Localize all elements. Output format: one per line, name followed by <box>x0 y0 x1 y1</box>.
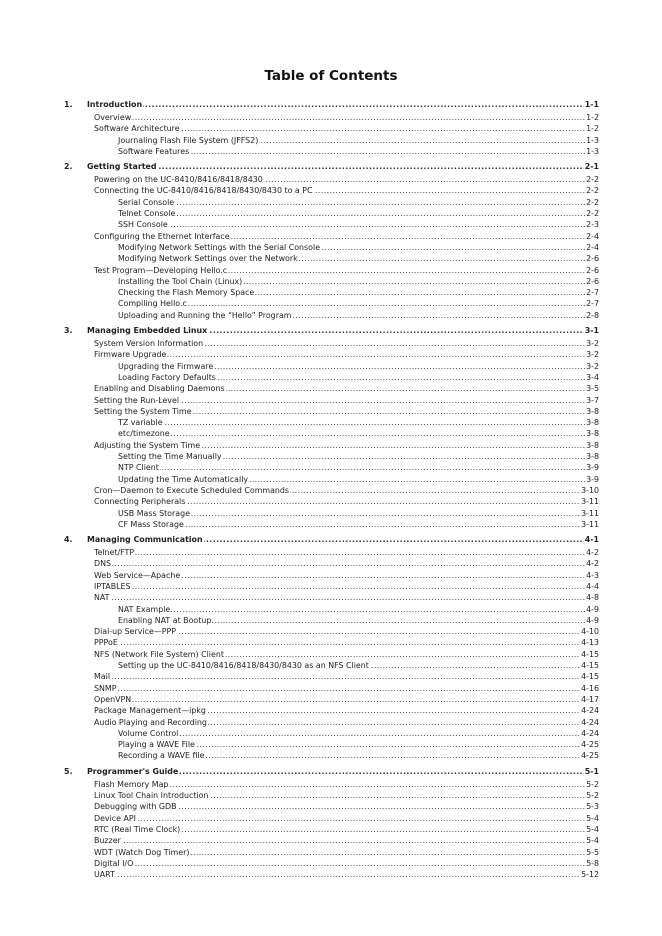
toc-section-entry[interactable] <box>0 349 662 360</box>
chapter-title: Getting Started <box>87 162 157 172</box>
entry-title: NTP Client <box>118 463 159 473</box>
toc-section-entry[interactable] <box>0 824 662 835</box>
page-number: 5-2 <box>586 791 599 801</box>
page-number: 5-4 <box>586 824 599 834</box>
dot-leader <box>94 558 599 569</box>
toc-section-entry[interactable] <box>0 265 662 276</box>
entry-title: DNS <box>94 559 111 569</box>
page-number: 1-3 <box>586 146 599 156</box>
dot-leader <box>118 417 599 428</box>
toc-section-entry[interactable] <box>0 485 662 496</box>
entry-title: WDT (Watch Dog Timer) <box>94 847 190 857</box>
toc-chapter-heading[interactable] <box>0 766 662 778</box>
dot-leader <box>118 298 599 309</box>
entry-title: Compiling Hello.c <box>118 299 187 309</box>
toc-subsection-entry[interactable] <box>0 219 662 230</box>
entry-title: Journaling Flash File System (JFFS2) <box>118 135 259 145</box>
entry-title: Modifying Network Settings over the Network <box>118 254 298 264</box>
toc-subsection-entry[interactable] <box>0 462 662 473</box>
entry-title: etc/timezone <box>118 429 170 439</box>
entry-title: OpenVPN <box>94 694 132 704</box>
entry-title: TZ variable <box>118 418 163 428</box>
entry-title: Serial Console <box>118 197 175 207</box>
entry-title: Modifying Network Settings with the Serial Console <box>118 242 321 252</box>
page-number: 2-3 <box>586 220 599 230</box>
page-number: 4-2 <box>586 548 599 558</box>
page-number: 4-24 <box>581 717 599 727</box>
toc-section-entry[interactable] <box>0 496 662 507</box>
entry-title: Telnet/FTP <box>94 548 135 558</box>
page-number: 2-6 <box>586 254 599 264</box>
toc-subsection-entry[interactable] <box>0 253 662 264</box>
toc-section-entry[interactable] <box>0 406 662 417</box>
page-number: 2-4 <box>586 231 599 241</box>
toc-section-entry[interactable] <box>0 231 662 242</box>
toc-section-entry[interactable] <box>0 440 662 451</box>
page-number: 3-8 <box>586 429 599 439</box>
entry-title: USB Mass Storage <box>118 508 190 518</box>
dot-leader <box>118 728 599 739</box>
toc-subsection-entry[interactable] <box>0 428 662 439</box>
entry-title: Cron—Daemon to Execute Scheduled Commands <box>94 485 290 495</box>
entry-title: NAT <box>94 593 110 603</box>
page-number: 4-24 <box>581 728 599 738</box>
entry-title: RTC (Real Time Clock) <box>94 824 181 834</box>
entry-title: Loading Factory Defaults <box>118 372 216 382</box>
page-number: 2-1 <box>584 162 599 172</box>
dot-leader <box>118 604 599 615</box>
toc-chapter-heading[interactable] <box>0 161 662 173</box>
dot-leader <box>94 835 599 846</box>
entry-title: Updating the Time Automatically <box>118 474 249 484</box>
toc-section-entry[interactable] <box>0 174 662 185</box>
page-number: 3-7 <box>586 395 599 405</box>
toc-section-entry[interactable] <box>0 779 662 790</box>
page-number: 4-4 <box>586 581 599 591</box>
dot-leader <box>118 208 599 219</box>
toc-section-entry[interactable] <box>0 694 662 705</box>
entry-title: Playing a WAVE File <box>118 740 195 750</box>
dot-leader <box>118 197 599 208</box>
toc-section-entry[interactable] <box>0 801 662 812</box>
toc-section-entry[interactable] <box>0 547 662 558</box>
toc-chapter <box>0 766 662 881</box>
entry-title: Uploading and Running the “Hello” Program <box>118 310 292 320</box>
entry-title: Firmware Upgrade <box>94 350 167 360</box>
entry-title: UART <box>94 870 115 880</box>
page-number: 3-11 <box>581 519 599 529</box>
toc-subsection-entry[interactable] <box>0 197 662 208</box>
toc-section-entry[interactable] <box>0 592 662 603</box>
toc-section-entry[interactable] <box>0 383 662 394</box>
toc-section-entry[interactable] <box>0 570 662 581</box>
page-number: 4-2 <box>586 559 599 569</box>
entry-title: Buzzer <box>94 836 121 846</box>
page-number: 1-3 <box>586 135 599 145</box>
toc-subsection-entry[interactable] <box>0 287 662 298</box>
entry-title: Enabling NAT at Bootup <box>118 615 212 625</box>
page-number: 3-2 <box>586 339 599 349</box>
entry-title: Configuring the Ethernet Interface <box>94 231 230 241</box>
dot-leader <box>94 592 599 603</box>
dot-leader <box>94 813 599 824</box>
page-title: Table of Contents <box>264 68 398 84</box>
toc-subsection-entry[interactable] <box>0 372 662 383</box>
entry-title: Upgrading the Firmware <box>118 361 214 371</box>
entry-title: Package Management—ipkg <box>94 706 206 716</box>
page-number: 2-2 <box>586 197 599 207</box>
toc-chapter <box>0 325 662 530</box>
page-number: 3-9 <box>586 463 599 473</box>
page-number: 4-15 <box>581 672 599 682</box>
page-number: 3-8 <box>586 440 599 450</box>
entry-title: CF Mass Storage <box>118 519 184 529</box>
entry-title: NFS (Network File System) Client <box>94 649 224 659</box>
dot-leader <box>94 683 599 694</box>
toc-section-entry[interactable] <box>0 671 662 682</box>
page-number: 4-25 <box>581 740 599 750</box>
toc-subsection-entry[interactable] <box>0 276 662 287</box>
page-number: 3-10 <box>581 485 599 495</box>
toc-subsection-entry[interactable] <box>0 451 662 462</box>
page-number: 1-1 <box>584 100 599 109</box>
page-number: 2-2 <box>586 175 599 185</box>
page-number: 4-15 <box>581 661 599 671</box>
toc-section-entry[interactable] <box>0 338 662 349</box>
toc-subsection-entry[interactable] <box>0 361 662 372</box>
entry-title: Digital I/O <box>94 858 134 868</box>
dot-leader <box>94 694 599 705</box>
dot-leader <box>94 671 599 682</box>
page-number: 4-15 <box>581 649 599 659</box>
page-number: 2-8 <box>586 310 599 320</box>
entry-title: SNMP <box>94 683 117 693</box>
page-number: 3-2 <box>586 361 599 371</box>
page-number: 3-5 <box>586 384 599 394</box>
page-number: 3-8 <box>586 452 599 462</box>
dot-leader <box>94 547 599 558</box>
toc-subsection-entry[interactable] <box>0 660 662 671</box>
page-number: 4-1 <box>584 535 599 545</box>
entry-title: System Version Information <box>94 339 204 349</box>
page-number: 5-5 <box>586 847 599 857</box>
toc-subsection-entry[interactable] <box>0 604 662 615</box>
toc-chapter <box>0 534 662 762</box>
page-number: 1-2 <box>586 113 599 122</box>
entry-title: Volume Control <box>118 728 179 738</box>
page-number: 1-2 <box>586 124 599 134</box>
page-number: 3-4 <box>586 372 599 382</box>
dot-leader <box>94 112 599 123</box>
page-number: 3-2 <box>586 350 599 360</box>
toc-subsection-entry[interactable] <box>0 146 662 157</box>
entry-title: Setting the System Time <box>94 406 192 416</box>
toc-section-entry[interactable] <box>0 581 662 592</box>
page-number: 2-4 <box>586 242 599 252</box>
toc-subsection-entry[interactable] <box>0 310 662 321</box>
toc-section-entry[interactable] <box>0 717 662 728</box>
page-number: 4-3 <box>586 570 599 580</box>
page-number: 3-8 <box>586 406 599 416</box>
page-number: 4-17 <box>581 694 599 704</box>
toc-section-entry[interactable] <box>0 813 662 824</box>
page-number: 3-1 <box>584 326 599 336</box>
page-number: 3-11 <box>581 497 599 507</box>
chapter-number: 1. <box>64 100 73 109</box>
entry-title: Mail <box>94 672 111 682</box>
toc-chapter <box>0 99 662 157</box>
entry-title: Web Service—Apache <box>94 570 181 580</box>
toc-chapter-heading[interactable] <box>0 534 662 546</box>
entry-title: Dial-up Service—PPP <box>94 627 176 637</box>
page-number: 4-9 <box>586 615 599 625</box>
dot-leader <box>87 161 599 172</box>
chapter-title: Managing Communication <box>87 535 203 545</box>
toc-subsection-entry[interactable] <box>0 242 662 253</box>
page-number: 4-13 <box>581 638 599 648</box>
dot-leader <box>118 519 599 530</box>
entry-title: Setting up the UC-8410/8416/8418/8430/8430 as an NFS Client <box>118 661 369 671</box>
page-number: 3-9 <box>586 474 599 484</box>
entry-title: Debugging with GDB <box>94 802 177 812</box>
chapter-number: 4. <box>64 535 73 545</box>
page-number: 4-8 <box>586 593 599 603</box>
page-number: 3-11 <box>581 508 599 518</box>
entry-title: Setting the Run-Level <box>94 395 180 405</box>
chapter-title: Introduction <box>87 100 143 109</box>
page-number: 5-4 <box>586 813 599 823</box>
toc-section-entry[interactable] <box>0 558 662 569</box>
page-number: 2-2 <box>586 209 599 219</box>
entry-title: Telnet Console <box>118 209 176 219</box>
entry-title: SSH Console <box>118 220 168 230</box>
chapter-number: 3. <box>64 326 73 336</box>
toc-section-entry[interactable] <box>0 683 662 694</box>
toc-subsection-entry[interactable] <box>0 739 662 750</box>
page-number: 2-7 <box>586 299 599 309</box>
toc-subsection-entry[interactable] <box>0 508 662 519</box>
toc-subsection-entry[interactable] <box>0 208 662 219</box>
dot-leader <box>94 349 599 360</box>
toc-section-entry[interactable] <box>0 112 662 123</box>
entry-title: PPPoE <box>94 638 118 648</box>
dot-leader <box>118 462 599 473</box>
dot-leader <box>94 869 599 880</box>
entry-title: Setting the Time Manually <box>118 452 222 462</box>
toc-subsection-entry[interactable] <box>0 474 662 485</box>
entry-title: Checking the Flash Memory Space <box>118 288 255 298</box>
toc-section-entry[interactable] <box>0 705 662 716</box>
toc-section-entry[interactable] <box>0 649 662 660</box>
page-number: 5-3 <box>586 802 599 812</box>
toc-subsection-entry[interactable] <box>0 750 662 761</box>
dot-leader <box>94 779 599 790</box>
toc-subsection-entry[interactable] <box>0 615 662 626</box>
page-number: 2-6 <box>586 265 599 275</box>
dot-leader <box>94 637 599 648</box>
entry-title: IPTABLES <box>94 581 131 591</box>
entry-title: Recording a WAVE file <box>118 751 205 761</box>
page-number: 2-6 <box>586 276 599 286</box>
toc-section-entry[interactable] <box>0 835 662 846</box>
entry-title: Flash Memory Map <box>94 779 169 789</box>
toc-subsection-entry[interactable] <box>0 417 662 428</box>
entry-title: Linux Tool Chain Introduction <box>94 791 209 801</box>
toc-subsection-entry[interactable] <box>0 519 662 530</box>
dot-leader <box>118 428 599 439</box>
page-number: 4-10 <box>581 627 599 637</box>
toc-chapter-heading[interactable] <box>0 99 662 111</box>
chapter-number: 2. <box>64 162 73 172</box>
toc-section-entry[interactable] <box>0 790 662 801</box>
entry-title: Software Features <box>118 146 190 156</box>
toc-section-entry[interactable] <box>0 395 662 406</box>
entry-title: Connecting Peripherals <box>94 497 186 507</box>
toc-section-entry[interactable] <box>0 847 662 858</box>
toc-chapter-heading[interactable] <box>0 325 662 337</box>
toc-section-entry[interactable] <box>0 869 662 880</box>
entry-title: Test Program—Developing Hello.c <box>94 265 228 275</box>
chapter-title: Programmer's Guide <box>87 766 179 776</box>
page-number: 4-25 <box>581 751 599 761</box>
page-number: 5-12 <box>581 870 599 880</box>
dot-leader <box>118 219 599 230</box>
entry-title: Adjusting the System Time <box>94 440 201 450</box>
page-number: 5-2 <box>586 779 599 789</box>
dot-leader <box>87 99 599 110</box>
entry-title: Overview <box>94 113 132 122</box>
entry-title: NAT Example <box>118 604 171 614</box>
entry-title: Software Architecture <box>94 124 180 134</box>
chapter-number: 5. <box>64 766 73 776</box>
toc-subsection-entry[interactable] <box>0 728 662 739</box>
entry-title: Enabling and Disabling Daemons <box>94 384 225 394</box>
page-number: 2-2 <box>586 186 599 196</box>
dot-leader <box>94 858 599 869</box>
page-number: 4-24 <box>581 706 599 716</box>
page-number: 4-16 <box>581 683 599 693</box>
toc-section-entry[interactable] <box>0 626 662 637</box>
toc-subsection-entry[interactable] <box>0 298 662 309</box>
toc-subsection-entry[interactable] <box>0 135 662 146</box>
page-number: 3-8 <box>586 418 599 428</box>
entry-title: Powering on the UC-8410/8416/8418/8430 <box>94 175 263 185</box>
toc-chapter <box>0 161 662 321</box>
page-number: 5-8 <box>586 858 599 868</box>
toc-section-entry[interactable] <box>0 185 662 196</box>
chapter-title: Managing Embedded Linux <box>87 326 208 336</box>
entry-title: Audio Playing and Recording <box>94 717 207 727</box>
page-number: 5-4 <box>586 836 599 846</box>
dot-leader <box>94 581 599 592</box>
entry-title: Device API <box>94 813 136 823</box>
toc-section-entry[interactable] <box>0 123 662 134</box>
toc-section-entry[interactable] <box>0 858 662 869</box>
entry-title: Connecting the UC-8410/8416/8418/8430/8430 to a PC <box>94 186 313 196</box>
page-number: 2-7 <box>586 288 599 298</box>
table-of-contents <box>0 99 662 884</box>
toc-section-entry[interactable] <box>0 637 662 648</box>
page-number: 4-9 <box>586 604 599 614</box>
page-number: 5-1 <box>584 766 599 776</box>
entry-title: Installing the Tool Chain (Linux) <box>118 276 243 286</box>
